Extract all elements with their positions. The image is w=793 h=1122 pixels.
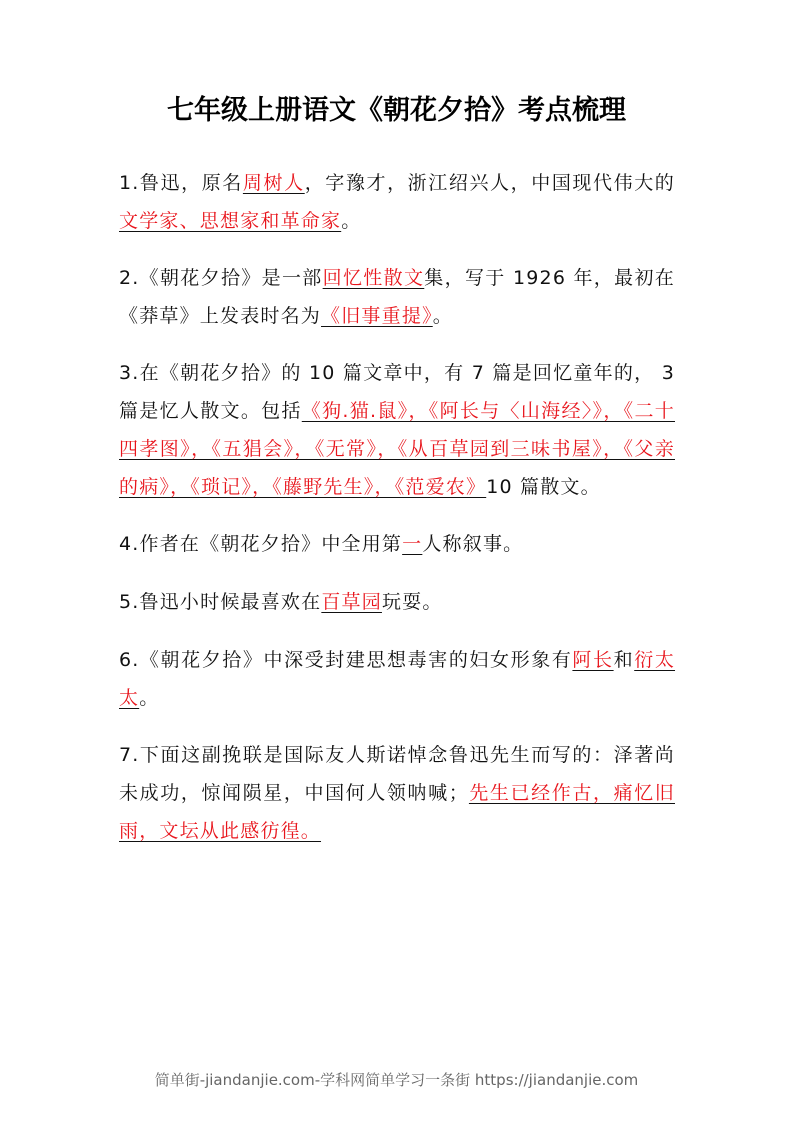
question-text: 。 <box>432 305 453 327</box>
answer-text: 文学家、思想家和革命家 <box>119 210 342 232</box>
answer-text: 阿长 <box>572 649 614 671</box>
question-text: 6.《朝花夕拾》中深受封建思想毒害的妇女形象有 <box>119 649 573 671</box>
answer-text: 《狗.猫.鼠》，《阿长与〈山海经〉》，《二十四孝图》，《五猖会》，《无常》，《从百草园到三味书屋》，《父亲的病》，《琐记》，《藤野先生》，《范爱农》 <box>119 400 675 498</box>
question-text: 1.鲁迅，原名 <box>119 172 243 194</box>
answer-text: 百草园 <box>321 591 382 613</box>
question-text: ，字豫才，浙江绍兴人，中国现代伟大的 <box>304 172 676 194</box>
question-3 <box>119 354 675 506</box>
answer-text: 衍太太 <box>119 649 676 709</box>
question-text: 3.在《朝花夕拾》的 10 篇文章中，有 7 篇是回忆童年的， 3 篇是忆人散文。包括 <box>119 362 675 422</box>
question-text: 和 <box>613 649 635 671</box>
question-7 <box>119 736 675 850</box>
question-4 <box>119 525 675 563</box>
footer-watermark: 简单街-jiandanjie.com-学科网简单学习一条街 https://jiandanjie.com <box>154 1071 639 1089</box>
question-text: 4.作者在《朝花夕拾》中全用第 <box>119 533 403 555</box>
question-text: 玩耍。 <box>381 591 443 613</box>
question-5 <box>119 583 675 621</box>
question-1 <box>119 164 675 240</box>
question-text: 10 篇散文。 <box>486 476 601 498</box>
question-2 <box>119 259 675 335</box>
answer-text: 《旧事重提》 <box>321 305 433 327</box>
question-6 <box>119 641 675 717</box>
question-text: 。 <box>139 687 160 709</box>
page-title: 七年级上册语文《朝花夕拾》考点梳理 <box>167 95 626 126</box>
question-text: 集，写于 1926 年，最初在《莽草》上发表时名为 <box>119 267 675 327</box>
question-text: 。 <box>341 210 362 232</box>
question-text: 5.鲁迅小时候最喜欢在 <box>119 591 322 613</box>
question-text: 2.《朝花夕拾》是一部 <box>119 267 323 289</box>
answer-text: 一 <box>402 533 423 555</box>
question-text: 人称叙事。 <box>422 533 524 555</box>
question-text: 7.下面这副挽联是国际友人斯诺悼念鲁迅先生而写的：泽著尚未成功，惊闻陨星，中国何人领呐喊； <box>119 744 675 804</box>
answer-text: 周树人 <box>242 172 305 194</box>
answer-text: 回忆性散文 <box>322 267 425 289</box>
document-body <box>119 164 675 864</box>
answer-text: 先生已经作古，痛忆旧雨，文坛从此感彷徨。 <box>119 782 675 842</box>
